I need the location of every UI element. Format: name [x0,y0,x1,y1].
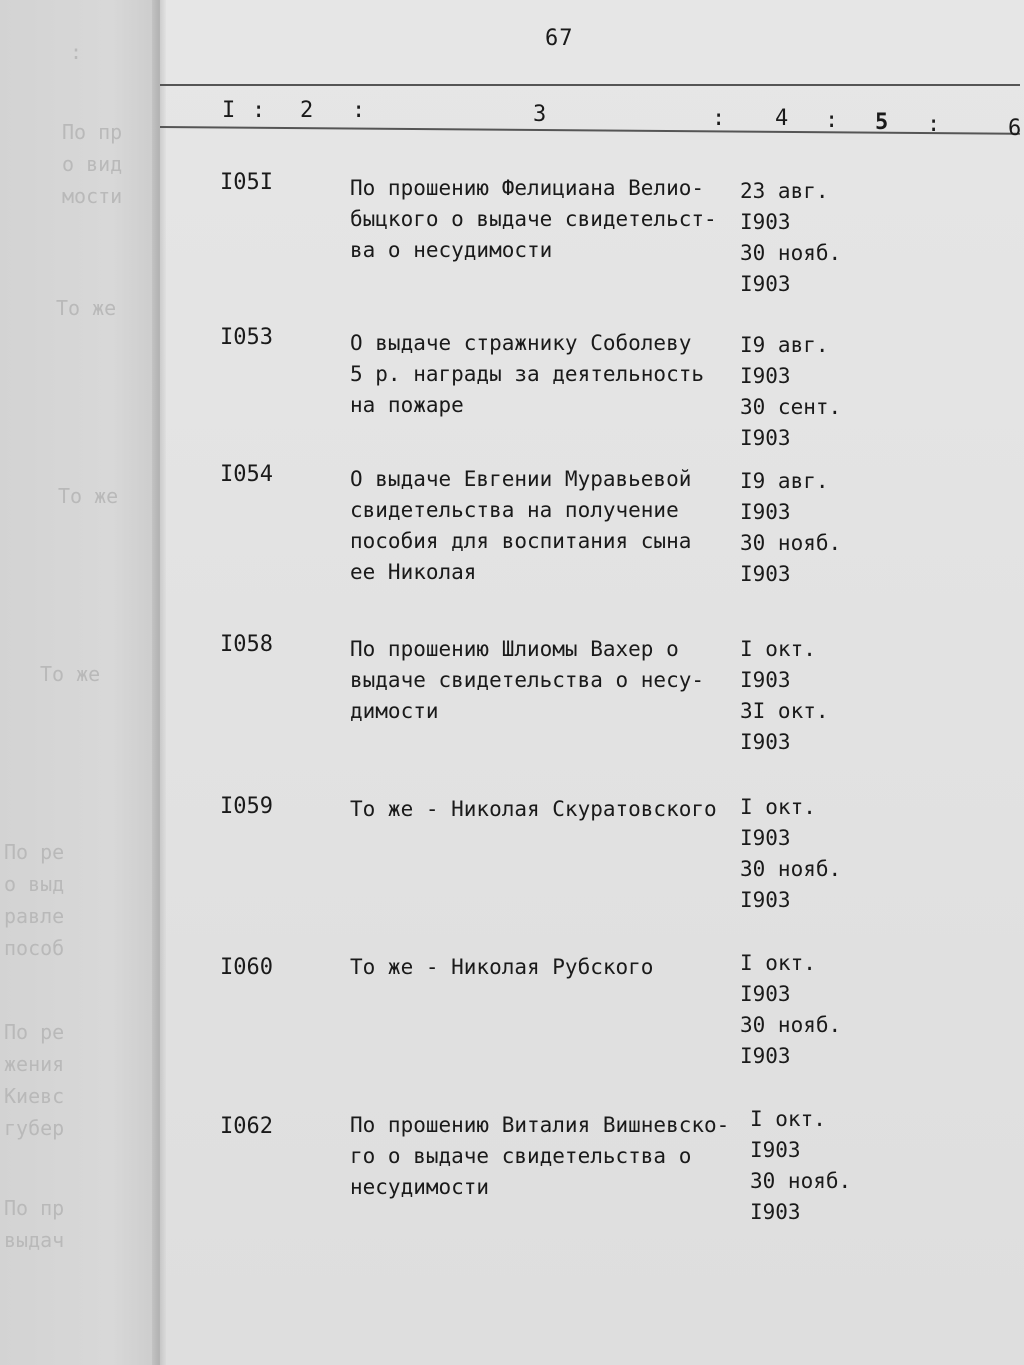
column-header-separator: : [352,98,366,123]
facing-page-bleed: По ре [4,1020,65,1044]
entry-dates: I9 авг. I903 30 нояб. I903 [740,469,842,586]
facing-page-bleed: о выд [4,872,65,896]
entry-description: По прошению Фелициана Велио- быцкого о выдаче свидетельст- ва о несудимости [350,176,717,262]
column-header-5: 5 [875,110,889,135]
column-header-separator: : [927,112,941,137]
facing-page [0,0,160,1365]
entry-dates: I окт. I903 30 нояб. I903 [750,1107,852,1224]
entry-description: По прошению Виталия Вишневско- го о выдаче свидетельства о несудимости [350,1113,730,1199]
facing-page-bleed: мости [62,184,123,208]
entry-number: I053 [220,325,273,350]
entry-number: I054 [220,462,273,487]
facing-page-bleed: То же [58,484,119,508]
entry-number: I059 [220,794,273,819]
entry-dates: 23 авг. I903 30 нояб. I903 [740,179,842,296]
column-header-2: 2 [300,98,314,123]
column-header-separator: : [712,106,726,131]
facing-page-bleed: По ре [4,840,65,864]
entry-description: То же - Николая Скуратовского [350,797,717,821]
entry-description: О выдаче стражнику Соболеву 5 р. награды за деятельность на пожаре [350,331,705,417]
column-header-6: 6 [1008,116,1022,141]
facing-page-bleed: То же [40,662,101,686]
facing-page-bleed: По пр [4,1196,65,1220]
facing-page-bleed: пособ [4,936,65,960]
entry-dates: I окт. I903 30 нояб. I903 [740,795,842,912]
entry-number: I062 [220,1114,273,1139]
page-number: 67 [545,26,574,51]
facing-page-bleed: выдач [4,1228,65,1252]
entry-description: О выдаче Евгении Муравьевой свидетельства на получение пособия для воспитания сына ее Николая [350,467,692,584]
column-header-3: 3 [533,102,547,127]
entry-dates: I окт. I903 30 нояб. I903 [740,951,842,1068]
facing-page-bleed: : [70,40,83,64]
facing-page-bleed: равле [4,904,65,928]
entry-dates: I9 авг. I903 30 сент. I903 [740,333,842,450]
entry-number: I05I [220,170,273,195]
facing-page-bleed: По пр [62,120,123,144]
column-header-separator: : [252,98,266,123]
column-header-separator: : [825,108,839,133]
entry-number: I060 [220,955,273,980]
entry-description: По прошению Шлиомы Вахер о выдаче свидетельства о несу- димости [350,637,705,723]
facing-page-bleed: губер [4,1116,65,1140]
header-rule-top [160,84,1020,86]
facing-page-bleed: Киевс [4,1084,65,1108]
page-fold-shadow [152,0,166,1365]
column-header-4: 4 [775,106,789,131]
facing-page-bleed: жения [4,1052,65,1076]
facing-page-bleed: То же [56,296,117,320]
column-header-1: I [222,98,236,123]
entry-description: То же - Николая Рубского [350,955,654,979]
facing-page-bleed: о вид [62,152,123,176]
entry-dates: I окт. I903 3I окт. I903 [740,637,829,754]
entry-number: I058 [220,632,273,657]
